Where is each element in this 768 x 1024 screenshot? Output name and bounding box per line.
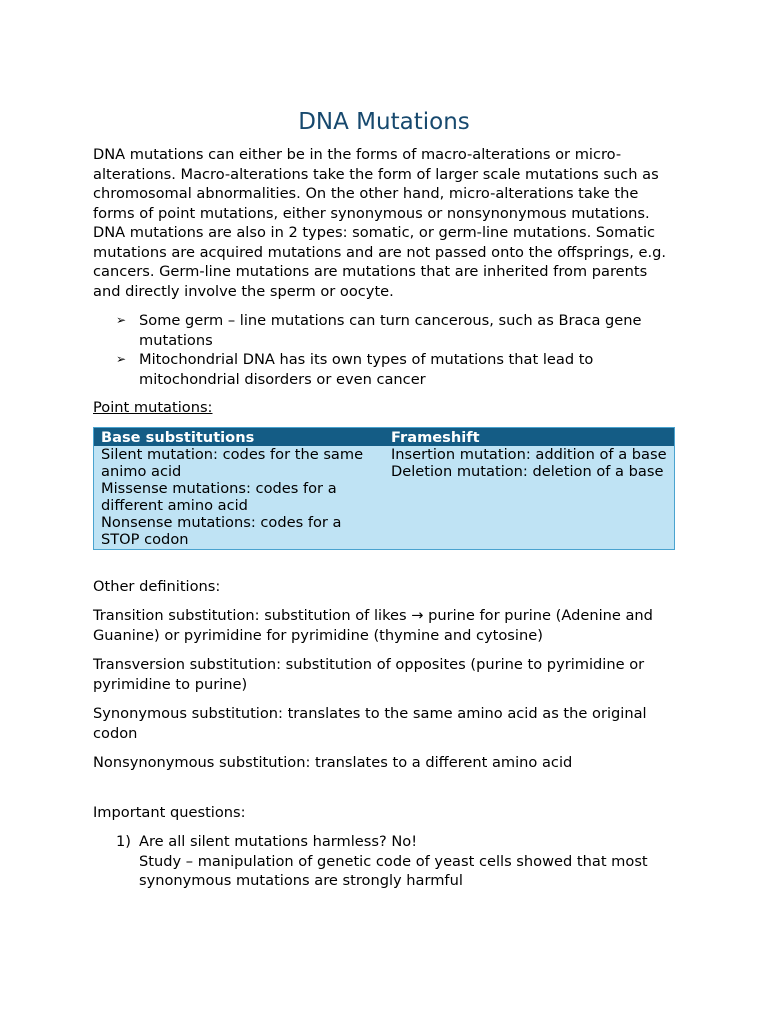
table-cell-line: Silent mutation: codes for the same animo acid (101, 445, 364, 480)
spacer (93, 773, 675, 803)
bullet-item (93, 311, 675, 350)
intro-paragraph: DNA mutations can either be in the forms of macro-alterations or micro-alterations. Macro-alterations take the form of larger scale mutations such as chromosomal abnormalities. On the other hand, micro-alterations take the forms of point mutations, either synonymous or nonsynonymous mutations. DNA mutations are also in 2 types: somatic, or germ-line mutations. Somatic mutations are acquired mutations and are not passed onto the offsprings, e.g. cancers. Germ-line mutations are mutations that are inherited from parents and directly involve the sperm or oocyte. (93, 146, 667, 300)
point-mutations-table (93, 427, 675, 550)
definition-nonsynonymous: Nonsynonymous substitution: translates to a different amino acid (93, 754, 573, 771)
definition-synonymous: Synonymous substitution: translates to the same amino acid as the original codon (93, 705, 647, 742)
page-title: DNA Mutations (298, 109, 470, 135)
table-header-frameshift: Frameshift (384, 427, 675, 446)
important-questions-heading: Important questions: (93, 803, 246, 821)
table-cell-line: Deletion mutation: deletion of a base (391, 462, 664, 480)
point-mutations-heading: Point mutations: (93, 399, 213, 416)
questions-list (93, 832, 675, 891)
arrow-bullet-icon: ➢ (116, 352, 127, 366)
table-header-row (94, 427, 675, 446)
question-number: 1) (116, 833, 131, 850)
bullet-list (93, 311, 675, 389)
bullet-text: Some germ – line mutations can turn cancerous, such as Braca gene mutations (139, 312, 642, 349)
bullet-text: Mitochondrial DNA has its own types of mutations that lead to mitochondrial disorders or even cancer (139, 351, 594, 388)
definition-transversion: Transversion substitution: substitution of opposites (purine to pyrimidine or pyrimidine to purine) (93, 656, 645, 693)
table-cell-line: Missense mutations: codes for a different amino acid (101, 479, 337, 514)
other-definitions-heading: Other definitions: (93, 577, 221, 595)
table-cell-line: Insertion mutation: addition of a base (391, 445, 667, 463)
definition-transition: Transition substitution: substitution of likes → purine for purine (Adenine and Guanine) or pyrimidine for pyrimidine (thymine and cytosine) (93, 607, 653, 644)
question-text: Are all silent mutations harmless? No! (139, 833, 418, 850)
table-cell-base-substitutions (94, 446, 385, 550)
table-cell-line: Nonsense mutations: codes for a STOP codon (101, 513, 342, 548)
table-cell-frameshift (384, 446, 675, 550)
document-body (93, 145, 675, 891)
table-header-base-substitutions: Base substitutions (94, 427, 385, 446)
table-row (94, 446, 675, 550)
arrow-bullet-icon: ➢ (116, 313, 127, 327)
question-item (93, 832, 675, 891)
question-answer: Study – manipulation of genetic code of yeast cells showed that most synonymous mutations are strongly harmful (139, 852, 648, 889)
bullet-item (93, 350, 675, 389)
